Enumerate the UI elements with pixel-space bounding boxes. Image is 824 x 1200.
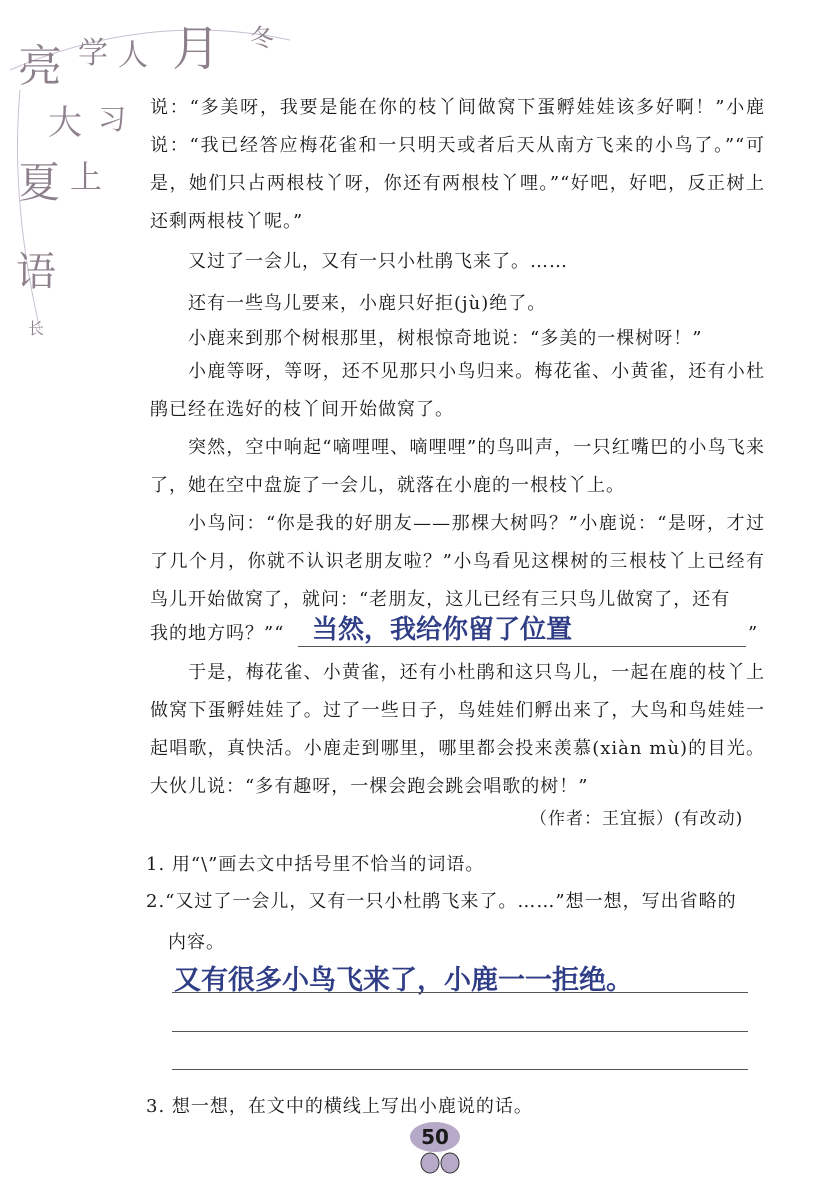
story-paragraph: 又过了一会儿，又有一只小杜鹃飞来了。…… [188,251,568,272]
question-2-cont: 内容。 [168,932,225,953]
story-paragraph: 说：“多美呀，我要是能在你的枝丫间做窝下蛋孵娃娃该多好啊！”小鹿说：“我已经答应梅花雀和一只明天或者后天从南方飞来的小鸟了。”“可是，她们只占两根枝丫呀，你还有两根枝丫哩。”“好吧，好吧，反正树上还剩两根枝丫呢。” [150,97,765,232]
story-paragraph-tail: 我的地方吗？”“ [150,623,285,644]
logo-char: 月 [172,21,221,77]
story-paragraph: 突然，空中响起“嘀哩哩、嘀哩哩”的鸟叫声，一只红嘴巴的小鸟飞来了，她在空中盘旋了一会儿，就落在小鹿的一根枝丫上。 [150,437,765,496]
question-2: 2.“又过了一会儿，又有一只小杜鹃飞来了。……”想一想，写出省略的 [146,891,737,912]
logo-char: 习 [98,103,127,136]
logo-char: 夏 [18,158,61,207]
answer-line [172,1069,748,1070]
question-3: 3. 想一想，在文中的横线上写出小鹿说的话。 [146,1096,533,1117]
closing-quote: ” [748,623,759,644]
logo-char: 人 [118,38,148,73]
logo-char: 冬 [250,24,274,52]
logo-char: 长 [28,319,45,338]
mascot-feet-icon [418,1150,462,1176]
answer-line [298,646,746,647]
handwritten-answer-q2: 又有很多小鸟飞来了，小鹿一一拒绝。 [174,965,633,996]
logo-char: 语 [16,249,56,295]
answer-line [172,1031,748,1032]
handwritten-answer-blank: 当然，我给你留了位置 [312,615,573,645]
logo-char: 上 [70,158,103,196]
story-paragraph: 小鹿等呀，等呀，还不见那只小鸟归来。梅花雀、小黄雀，还有小杜鹃已经在选好的枝丫间开始做窝了。 [150,361,765,420]
answer-line [172,992,748,993]
logo-char: 学 [78,36,108,71]
story-paragraph: 于是，梅花雀、小黄雀，还有小杜鹃和这只鸟儿，一起在鹿的枝丫上做窝下蛋孵娃娃了。过了一些日子，鸟娃娃们孵出来了，大鸟和鸟娃娃一起唱歌，真快活。小鹿走到哪里，哪里都会投来羡慕(xiàn mù)的目光。大伙儿说：“多有趣呀，一棵会跑会跳会唱歌的树！” [150,662,765,797]
story-paragraph: 小鹿来到那个树根那里，树根惊奇地说：“多美的一棵树呀！” [188,328,703,349]
story-paragraph: 小鸟问：“你是我的好朋友——那棵大树吗？”小鹿说：“是呀，才过了几个月，你就不认识老朋友啦？”小鸟看见这棵树的三根枝丫上已经有鸟儿开始做窝了，就问：“老朋友，这儿已经有三只鸟儿做窝了，还有 [150,513,765,610]
logo-char: 大 [48,103,82,143]
story-paragraph: 还有一些鸟儿要来，小鹿只好拒(jù)绝了。 [188,293,547,314]
page-number: 50 [410,1122,460,1152]
author-credit: （作者：王宜振）(有改动) [530,809,744,829]
question-1: 1. 用“\”画去文中括号里不恰当的词语。 [146,854,485,875]
logo-char: 亮 [18,41,62,92]
